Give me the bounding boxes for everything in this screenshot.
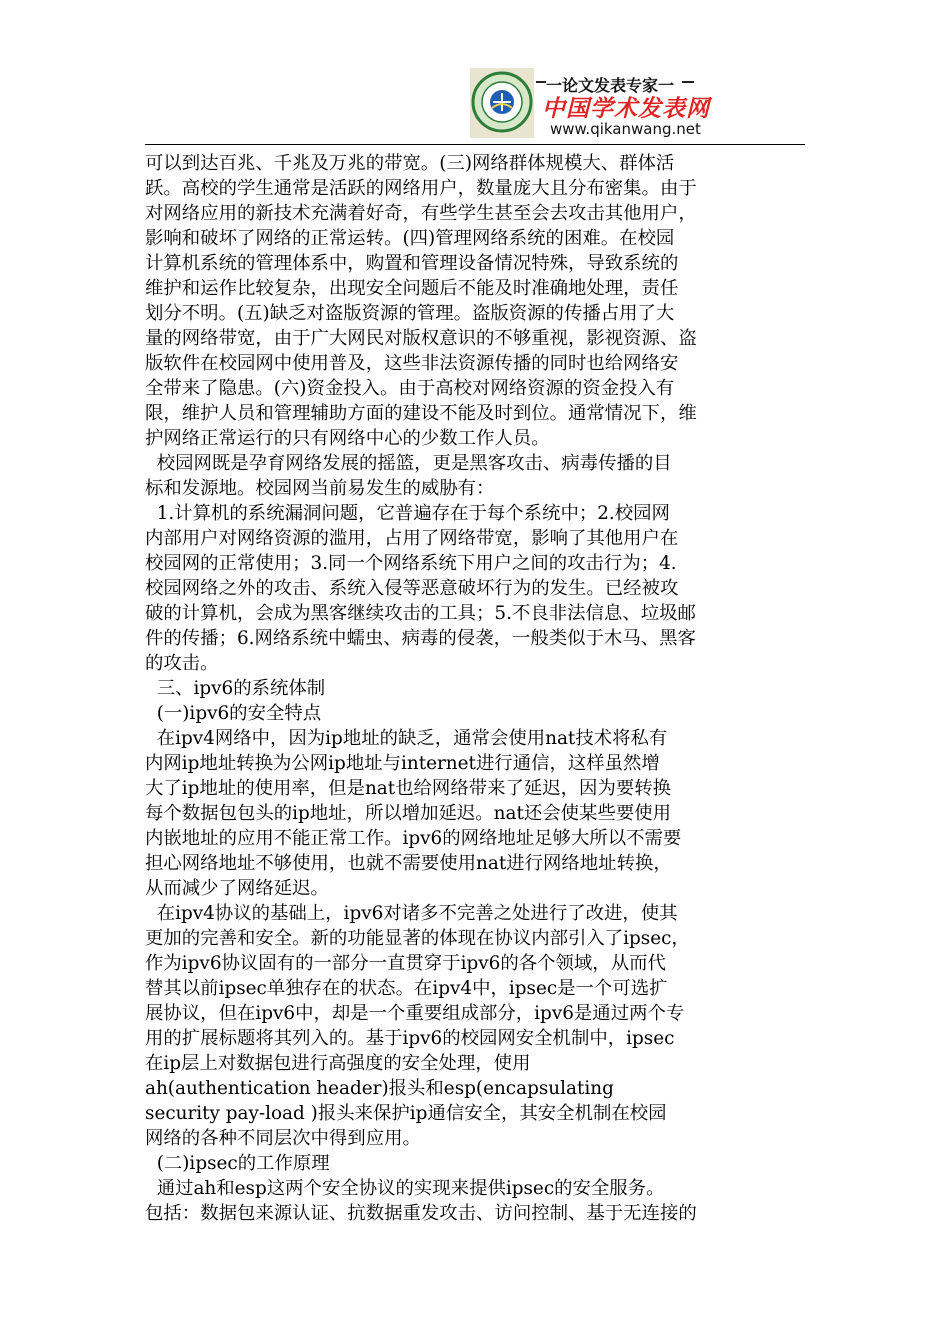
subsection-heading: (一)ipv6的安全特点 xyxy=(145,703,322,724)
header-divider xyxy=(145,144,805,145)
text-line: 内部用户对网络资源的滥用，占用了网络带宽，影响了其他用户在 xyxy=(145,528,679,549)
text-line: 限，维护人员和管理辅助方面的建设不能及时到位。通常情况下，维 xyxy=(145,403,697,424)
publisher-logo[interactable] xyxy=(470,68,710,142)
text-line: 每个数据包包头的ip地址，所以增加延迟。nat还会使某些要使用 xyxy=(145,803,672,824)
text-line: security pay-load )报头来保护ip通信安全，其安全机制在校园 xyxy=(145,1103,667,1124)
text-line: 跃。高校的学生通常是活跃的网络用户，数量庞大且分布密集。由于 xyxy=(145,178,697,199)
section-heading: 三、ipv6的系统体制 xyxy=(145,678,326,699)
text-line: 量的网络带宽，由于广大网民对版权意识的不够重视，影视资源、盗 xyxy=(145,328,697,349)
text-line: 包括：数据包来源认证、抗数据重发攻击、访问控制、基于无连接的 xyxy=(145,1203,697,1224)
text-line: 校园网的正常使用；3.同一个网络系统下用户之间的攻击行为；4. xyxy=(145,553,677,574)
text-line: 护网络正常运行的只有网络中心的少数工作人员。 xyxy=(145,428,550,449)
text-line: 从而减少了网络延迟。 xyxy=(145,878,329,899)
text-line: 作为ipv6协议固有的一部分一直贯穿于ipv6的各个领域，从而代 xyxy=(145,953,666,974)
logo-slogan: 一论文发表专家一 xyxy=(546,76,675,95)
text-line: 破的计算机，会成为黑客继续攻击的工具；5.不良非法信息、垃圾邮 xyxy=(145,603,696,624)
text-line: 1.计算机的系统漏洞问题，它普遍存在于每个系统中；2.校园网 xyxy=(145,503,670,524)
text-line: 替其以前ipsec单独存在的状态。在ipv4中，ipsec是一个可选扩 xyxy=(145,978,668,999)
text-line: ah(authentication header)报头和esp(encapsulating xyxy=(145,1078,614,1099)
text-line: 计算机系统的管理体系中，购置和管理设备情况特殊，导致系统的 xyxy=(145,253,679,274)
text-line: 标和发源地。校园网当前易发生的威胁有： xyxy=(145,478,495,499)
text-line: 对网络应用的新技术充满着好奇，有些学生甚至会去攻击其他用户， xyxy=(145,203,697,224)
text-line: 校园网既是孕育网络发展的摇篮，更是黑客攻击、病毒传播的目 xyxy=(145,453,672,474)
text-line: 件的传播；6.网络系统中蠕虫、病毒的侵袭，一般类似于木马、黑客 xyxy=(145,628,696,649)
text-line: 内网ip地址转换为公网ip地址与internet进行通信，这样虽然增 xyxy=(145,753,660,774)
text-line: 维护和运作比较复杂，出现安全问题后不能及时准确地处理，责任 xyxy=(145,278,679,299)
text-line: 用的扩展标题将其列入的。基于ipv6的校园网安全机制中，ipsec xyxy=(145,1028,675,1049)
text-line: 在ipv4协议的基础上，ipv6对诸多不完善之处进行了改进，使其 xyxy=(145,903,678,924)
text-line: 更加的完善和安全。新的功能显著的体现在协议内部引入了ipsec， xyxy=(145,928,690,949)
logo-url[interactable]: www.qikanwang.net xyxy=(550,120,701,138)
seal-emblem-icon xyxy=(470,68,534,138)
logo-brand-name: 中国学术发表网 xyxy=(542,96,710,122)
text-line: 影响和破坏了网络的正常运转。(四)管理网络系统的困难。在校园 xyxy=(145,228,675,249)
text-line: 大了ip地址的使用率，但是nat也给网络带来了延迟，因为要转换 xyxy=(145,778,672,799)
subsection-heading: (二)ipsec的工作原理 xyxy=(145,1153,330,1174)
text-line: 可以到达百兆、千兆及万兆的带宽。(三)网络群体规模大、群体活 xyxy=(145,153,675,174)
text-line: 版软件在校园网中使用普及，这些非法资源传播的同时也给网络安 xyxy=(145,353,679,374)
text-line: 担心网络地址不够使用，也就不需要使用nat进行网络地址转换， xyxy=(145,853,672,874)
text-line: 在ipv4网络中，因为ip地址的缺乏，通常会使用nat技术将私有 xyxy=(145,728,668,749)
text-line: 通过ah和esp这两个安全协议的实现来提供ipsec的安全服务。 xyxy=(145,1178,665,1199)
text-line: 在ip层上对数据包进行高强度的安全处理，使用 xyxy=(145,1053,531,1074)
slogan-right-line xyxy=(682,81,694,83)
text-line: 校园网络之外的攻击、系统入侵等恶意破坏行为的发生。已经被攻 xyxy=(145,578,679,599)
text-line: 全带来了隐患。(六)资金投入。由于高校对网络资源的资金投入有 xyxy=(145,378,675,399)
text-line: 网络的各种不同层次中得到应用。 xyxy=(145,1128,421,1149)
text-line: 划分不明。(五)缺乏对盗版资源的管理。盗版资源的传播占用了大 xyxy=(145,303,675,324)
text-line: 展协议，但在ipv6中，却是一个重要组成部分，ipv6是通过两个专 xyxy=(145,1003,685,1024)
slogan-left-line xyxy=(536,81,546,83)
text-line: 内嵌地址的应用不能正常工作。ipv6的网络地址足够大所以不需要 xyxy=(145,828,682,849)
text-line: 的攻击。 xyxy=(145,653,219,674)
